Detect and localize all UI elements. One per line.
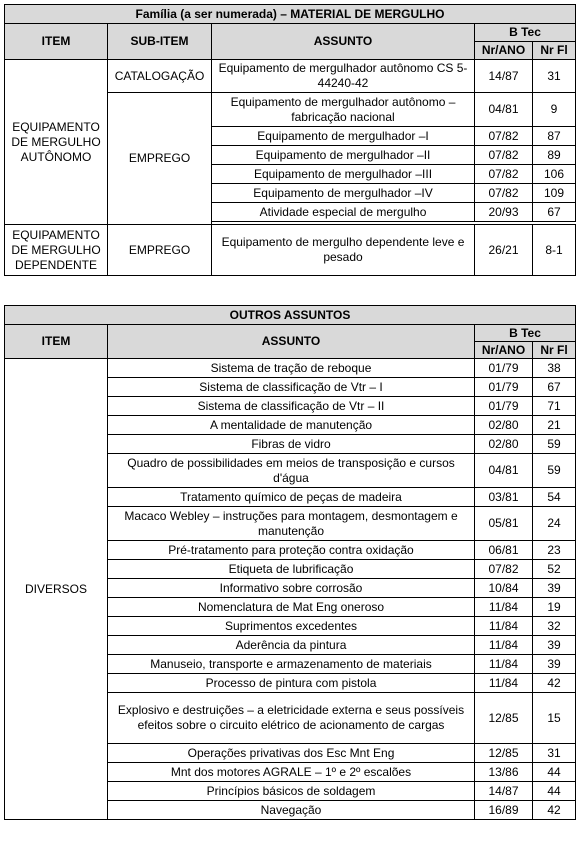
item-cell: EQUIPAMENTO DE MERGULHO DEPENDENTE [5, 225, 108, 276]
table-row [5, 359, 576, 378]
assunto-cell: Manuseio, transporte e armazenamento de materiais [108, 655, 475, 674]
nr-fl-cell: 31 [533, 60, 576, 93]
assunto-cell: Equipamento de mergulhador –II [212, 146, 475, 165]
nr-fl-cell: 59 [533, 435, 576, 454]
table-row [5, 60, 576, 93]
header-assunto: ASSUNTO [108, 325, 475, 359]
nr-ano-cell: 04/81 [475, 454, 533, 488]
nr-ano-cell: 03/81 [475, 488, 533, 507]
nr-fl-cell: 89 [533, 146, 576, 165]
header-nr-ano: Nr/ANO [475, 342, 533, 359]
assunto-cell: Etiqueta de lubrificação [108, 560, 475, 579]
nr-fl-cell: 15 [533, 693, 576, 744]
nr-fl-cell: 52 [533, 560, 576, 579]
nr-fl-cell: 24 [533, 507, 576, 541]
assunto-cell: Navegação [108, 801, 475, 820]
nr-fl-cell: 42 [533, 801, 576, 820]
nr-ano-cell: 04/81 [475, 93, 533, 127]
assunto-cell: Fibras de vidro [108, 435, 475, 454]
table-row [5, 225, 576, 276]
nr-fl-cell: 19 [533, 598, 576, 617]
nr-ano-cell: 07/82 [475, 127, 533, 146]
nr-fl-cell: 67 [533, 378, 576, 397]
nr-ano-cell: 06/81 [475, 541, 533, 560]
table-title: Família (a ser numerada) – MATERIAL DE MERGULHO [5, 5, 576, 24]
assunto-cell: Informativo sobre corrosão [108, 579, 475, 598]
nr-ano-cell: 01/79 [475, 397, 533, 416]
nr-fl-cell: 106 [533, 165, 576, 184]
assunto-cell: Explosivo e destruições – a eletricidade externa e seus possíveis efeitos sobre o circuito elétrico de acionamento de cargas [108, 693, 475, 744]
nr-ano-cell: 05/81 [475, 507, 533, 541]
header-nr-fl: Nr Fl [533, 342, 576, 359]
assunto-cell: Equipamento de mergulho dependente leve e pesado [212, 225, 475, 276]
nr-ano-cell: 26/21 [475, 225, 533, 276]
nr-ano-cell: 14/87 [475, 782, 533, 801]
assunto-cell: Atividade especial de mergulho [212, 203, 475, 222]
nr-fl-cell: 39 [533, 655, 576, 674]
nr-ano-cell: 16/89 [475, 801, 533, 820]
nr-fl-cell: 21 [533, 416, 576, 435]
nr-ano-cell: 11/84 [475, 598, 533, 617]
nr-fl-cell: 54 [533, 488, 576, 507]
nr-ano-cell: 07/82 [475, 560, 533, 579]
nr-fl-cell: 39 [533, 579, 576, 598]
header-nr-fl: Nr Fl [533, 42, 576, 60]
assunto-cell: Quadro de possibilidades em meios de transposição e cursos d'água [108, 454, 475, 488]
assunto-cell: Princípios básicos de soldagem [108, 782, 475, 801]
assunto-cell: Equipamento de mergulhador –III [212, 165, 475, 184]
nr-fl-cell: 71 [533, 397, 576, 416]
item-cell: EQUIPAMENTO DE MERGULHO AUTÔNOMO [5, 60, 108, 225]
nr-ano-cell: 20/93 [475, 203, 533, 222]
item-cell: DIVERSOS [5, 359, 108, 820]
assunto-cell: Tratamento químico de peças de madeira [108, 488, 475, 507]
table-title: OUTROS ASSUNTOS [5, 306, 576, 325]
subitem-cell: CATALOGAÇÃO [108, 60, 212, 93]
assunto-cell: Processo de pintura com pistola [108, 674, 475, 693]
nr-fl-cell: 8-1 [533, 225, 576, 276]
assunto-cell: Sistema de tração de reboque [108, 359, 475, 378]
nr-ano-cell: 07/82 [475, 184, 533, 203]
nr-ano-cell: 07/82 [475, 146, 533, 165]
nr-fl-cell: 31 [533, 744, 576, 763]
assunto-cell: Equipamento de mergulhador –IV [212, 184, 475, 203]
assunto-cell: Equipamento de mergulhador –I [212, 127, 475, 146]
assunto-cell: Suprimentos excedentes [108, 617, 475, 636]
nr-ano-cell: 11/84 [475, 674, 533, 693]
header-subitem: SUB-ITEM [108, 24, 212, 60]
nr-fl-cell: 32 [533, 617, 576, 636]
nr-ano-cell: 10/84 [475, 579, 533, 598]
nr-ano-cell: 07/82 [475, 165, 533, 184]
nr-fl-cell: 59 [533, 454, 576, 488]
assunto-cell: Aderência da pintura [108, 636, 475, 655]
nr-fl-cell: 67 [533, 203, 576, 222]
assunto-cell: Sistema de classificação de Vtr – II [108, 397, 475, 416]
nr-ano-cell: 11/84 [475, 617, 533, 636]
nr-ano-cell: 01/79 [475, 378, 533, 397]
header-btec: B Tec [475, 24, 576, 42]
nr-fl-cell: 9 [533, 93, 576, 127]
nr-ano-cell: 14/87 [475, 60, 533, 93]
header-assunto: ASSUNTO [212, 24, 475, 60]
header-item: ITEM [5, 24, 108, 60]
nr-fl-cell: 42 [533, 674, 576, 693]
nr-ano-cell: 02/80 [475, 416, 533, 435]
nr-ano-cell: 11/84 [475, 655, 533, 674]
material-mergulho-table [4, 4, 576, 276]
assunto-cell: Sistema de classificação de Vtr – I [108, 378, 475, 397]
nr-fl-cell: 87 [533, 127, 576, 146]
assunto-cell: A mentalidade de manutenção [108, 416, 475, 435]
outros-assuntos-table [4, 305, 576, 820]
assunto-cell: Equipamento de mergulhador autônomo – fabricação nacional [212, 93, 475, 127]
nr-fl-cell: 109 [533, 184, 576, 203]
nr-fl-cell: 23 [533, 541, 576, 560]
assunto-cell: Nomenclatura de Mat Eng oneroso [108, 598, 475, 617]
subitem-cell: EMPREGO [108, 93, 212, 225]
header-nr-ano: Nr/ANO [475, 42, 533, 60]
nr-ano-cell: 12/85 [475, 744, 533, 763]
assunto-cell: Mnt dos motores AGRALE – 1º e 2º escalões [108, 763, 475, 782]
nr-ano-cell: 13/86 [475, 763, 533, 782]
assunto-cell: Equipamento de mergulhador autônomo CS 5-44240-42 [212, 60, 475, 93]
nr-ano-cell: 02/80 [475, 435, 533, 454]
header-btec: B Tec [475, 325, 576, 342]
nr-fl-cell: 39 [533, 636, 576, 655]
nr-ano-cell: 12/85 [475, 693, 533, 744]
header-item: ITEM [5, 325, 108, 359]
subitem-cell: EMPREGO [108, 225, 212, 276]
assunto-cell: Operações privativas dos Esc Mnt Eng [108, 744, 475, 763]
nr-ano-cell: 01/79 [475, 359, 533, 378]
assunto-cell: Macaco Webley – instruções para montagem, desmontagem e manutenção [108, 507, 475, 541]
nr-ano-cell: 11/84 [475, 636, 533, 655]
nr-fl-cell: 44 [533, 763, 576, 782]
nr-fl-cell: 44 [533, 782, 576, 801]
nr-fl-cell: 38 [533, 359, 576, 378]
assunto-cell: Pré-tratamento para proteção contra oxidação [108, 541, 475, 560]
